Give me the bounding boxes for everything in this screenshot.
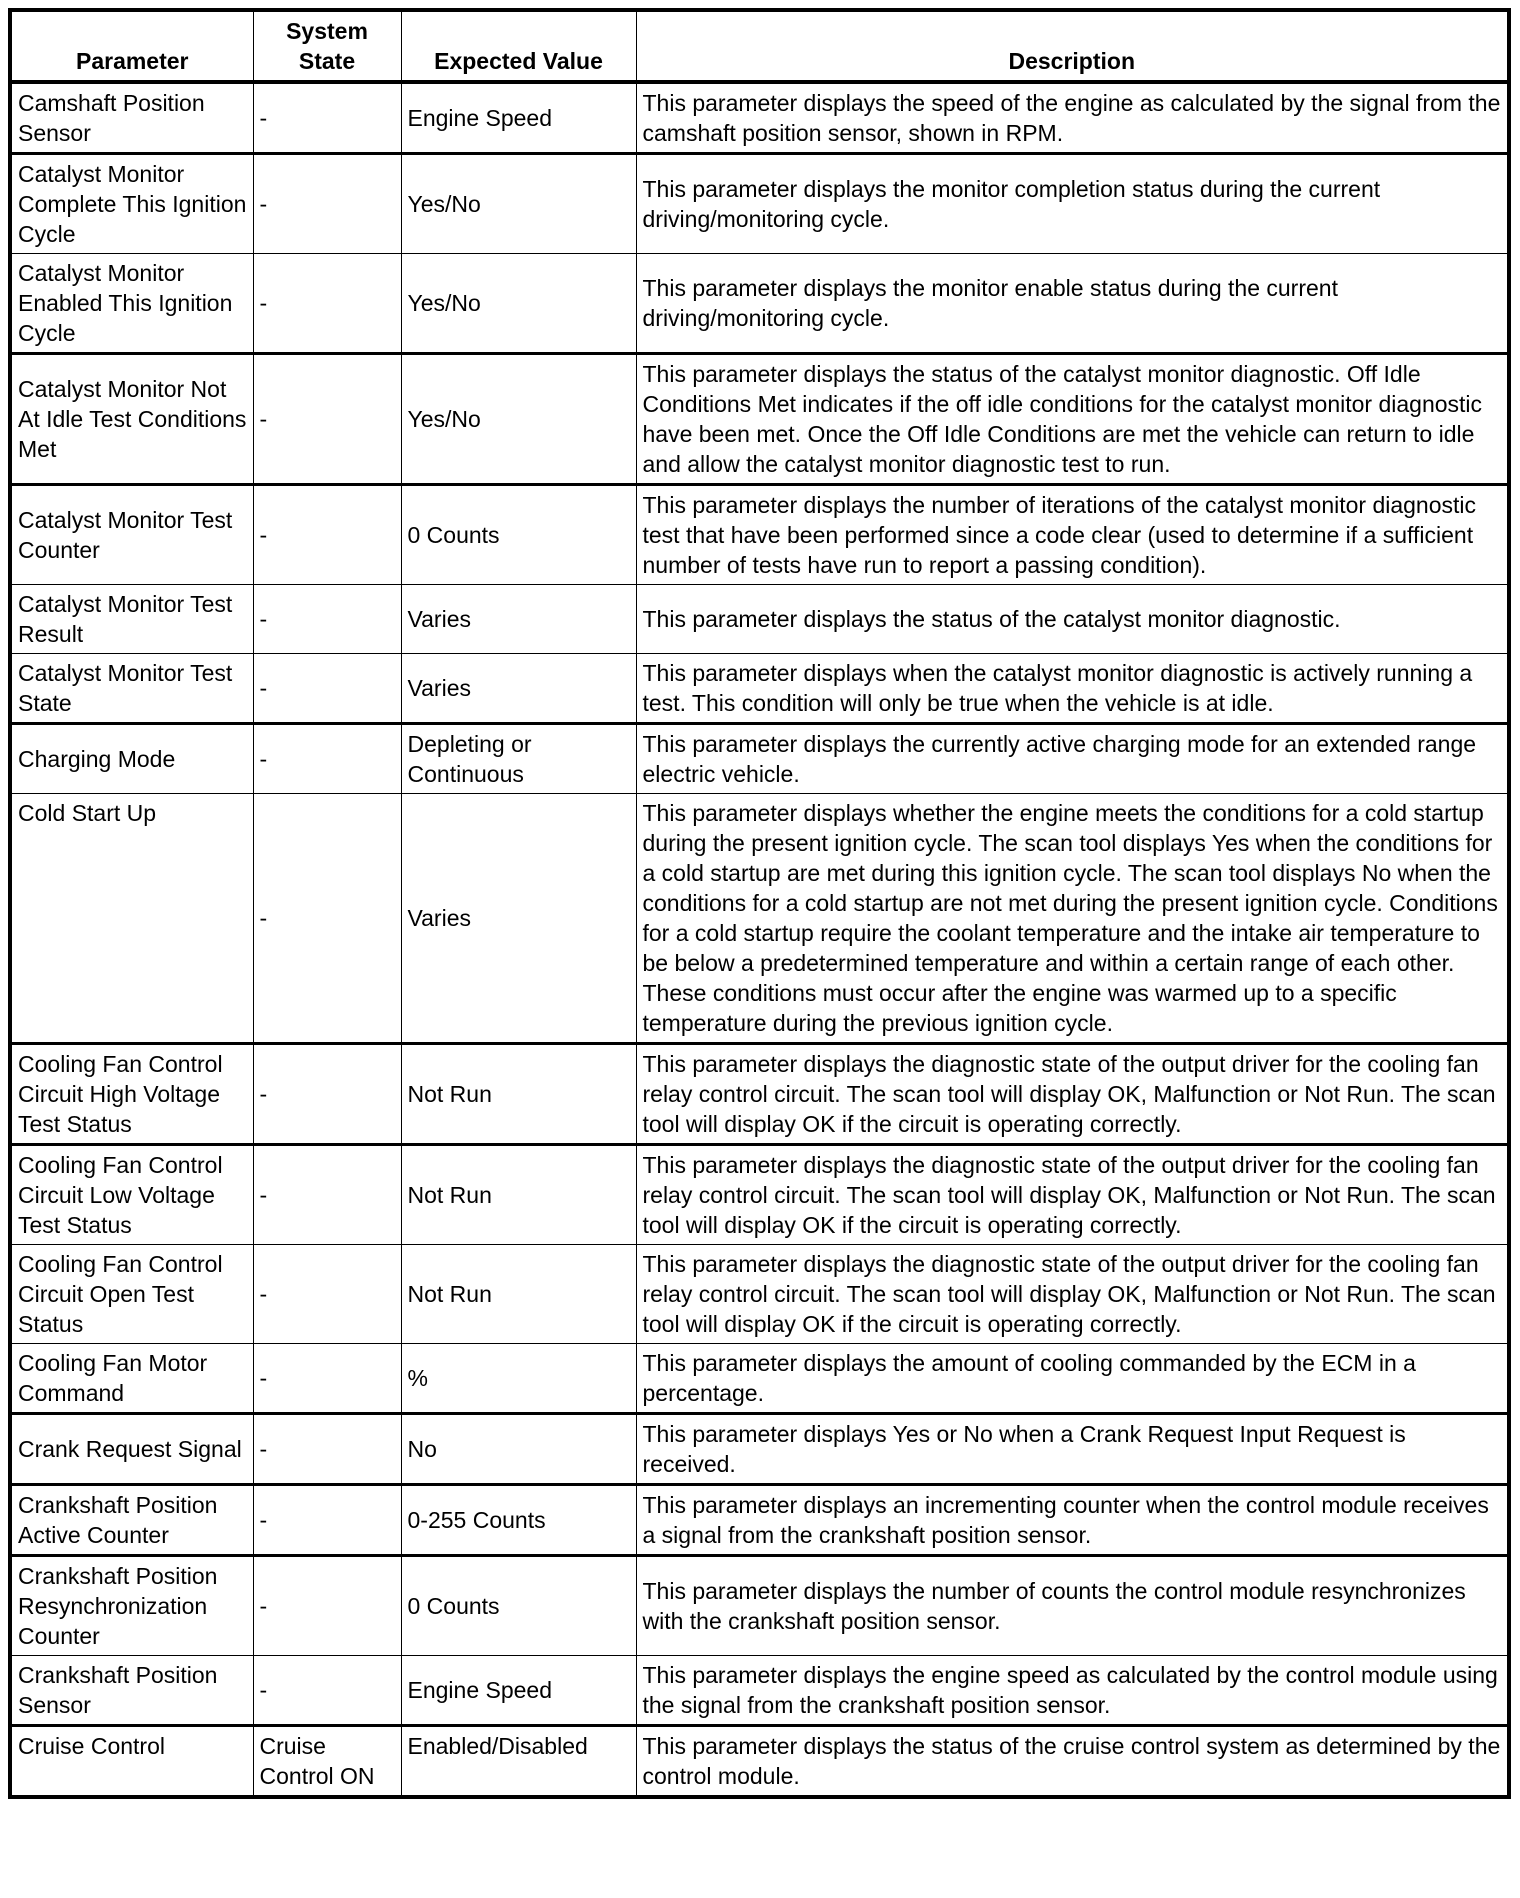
header-row — [10, 10, 1509, 82]
cell-parameter: Crankshaft Position Resynchronization Counter — [10, 1556, 253, 1656]
cell-expected-value: Yes/No — [401, 354, 636, 485]
cell-description: This parameter displays the number of counts the control module resynchronizes with the crankshaft position sensor. — [636, 1556, 1509, 1656]
cell-expected-value: Yes/No — [401, 254, 636, 354]
cell-expected-value: Not Run — [401, 1044, 636, 1145]
table-row — [10, 794, 1509, 1044]
cell-description: This parameter displays the number of iterations of the catalyst monitor diagnostic test that have been performed since a code clear (used to determine if a sufficient number of tests have run to report a passing condition). — [636, 485, 1509, 585]
table-row — [10, 82, 1509, 154]
cell-system-state: - — [253, 1344, 401, 1414]
cell-expected-value: % — [401, 1344, 636, 1414]
cell-system-state: Cruise Control ON — [253, 1726, 401, 1798]
cell-description: This parameter displays the currently active charging mode for an extended range electric vehicle. — [636, 724, 1509, 794]
table-row — [10, 1556, 1509, 1656]
cell-parameter: Catalyst Monitor Complete This Ignition Cycle — [10, 154, 253, 254]
cell-expected-value: Varies — [401, 585, 636, 654]
table-row — [10, 354, 1509, 485]
cell-expected-value: Varies — [401, 654, 636, 724]
table-row — [10, 485, 1509, 585]
cell-system-state: - — [253, 794, 401, 1044]
cell-expected-value: Not Run — [401, 1245, 636, 1344]
cell-description: This parameter displays whether the engine meets the conditions for a cold startup during the present ignition cycle. The scan tool displays Yes when the conditions for a cold startup are met during this ignition cycle. The scan tool displays No when the conditions for a cold startup are not met during the present ignition cycle. Conditions for a cold startup require the coolant temperature and the intake air temperature to be below a predetermined temperature and within a certain range of each other. These conditions must occur after the engine was warmed up to a specific temperature during the previous ignition cycle. — [636, 794, 1509, 1044]
cell-parameter: Catalyst Monitor Test Counter — [10, 485, 253, 585]
cell-parameter: Charging Mode — [10, 724, 253, 794]
cell-description: This parameter displays the speed of the engine as calculated by the signal from the camshaft position sensor, shown in RPM. — [636, 82, 1509, 154]
cell-system-state: - — [253, 154, 401, 254]
cell-expected-value: 0 Counts — [401, 1556, 636, 1656]
table-row — [10, 1344, 1509, 1414]
table-row — [10, 1145, 1509, 1245]
cell-expected-value: Engine Speed — [401, 82, 636, 154]
cell-description: This parameter displays the status of the catalyst monitor diagnostic. Off Idle Conditions Met indicates if the off idle conditions for the catalyst monitor diagnostic have been met. Once the Off Idle Conditions are met the vehicle can return to idle and allow the catalyst monitor diagnostic test to run. — [636, 354, 1509, 485]
cell-parameter: Catalyst Monitor Test Result — [10, 585, 253, 654]
cell-parameter: Crank Request Signal — [10, 1414, 253, 1485]
header-parameter: Parameter — [10, 10, 253, 82]
cell-system-state: - — [253, 724, 401, 794]
cell-description: This parameter displays the status of the cruise control system as determined by the control module. — [636, 1726, 1509, 1798]
cell-description: This parameter displays the diagnostic state of the output driver for the cooling fan relay control circuit. The scan tool will display OK, Malfunction or Not Run. The scan tool will display OK if the circuit is operating correctly. — [636, 1245, 1509, 1344]
cell-description: This parameter displays the engine speed as calculated by the control module using the signal from the crankshaft position sensor. — [636, 1656, 1509, 1726]
cell-system-state: - — [253, 254, 401, 354]
table-row — [10, 1245, 1509, 1344]
header-expected-value: Expected Value — [401, 10, 636, 82]
cell-parameter: Catalyst Monitor Enabled This Ignition Cycle — [10, 254, 253, 354]
table-row — [10, 254, 1509, 354]
cell-system-state: - — [253, 654, 401, 724]
cell-description: This parameter displays Yes or No when a Crank Request Input Request is received. — [636, 1414, 1509, 1485]
cell-system-state: - — [253, 1556, 401, 1656]
table-row — [10, 724, 1509, 794]
cell-parameter: Crankshaft Position Sensor — [10, 1656, 253, 1726]
cell-parameter: Cold Start Up — [10, 794, 253, 1044]
cell-expected-value: 0 Counts — [401, 485, 636, 585]
header-system-state: System State — [253, 10, 401, 82]
cell-parameter: Camshaft Position Sensor — [10, 82, 253, 154]
table-row — [10, 154, 1509, 254]
cell-parameter: Cooling Fan Control Circuit High Voltage Test Status — [10, 1044, 253, 1145]
cell-description: This parameter displays the status of the catalyst monitor diagnostic. — [636, 585, 1509, 654]
cell-parameter: Catalyst Monitor Test State — [10, 654, 253, 724]
cell-system-state: - — [253, 1485, 401, 1556]
cell-parameter: Cruise Control — [10, 1726, 253, 1798]
cell-description: This parameter displays when the catalyst monitor diagnostic is actively running a test. This condition will only be true when the vehicle is at idle. — [636, 654, 1509, 724]
parameter-table — [8, 8, 1511, 1799]
cell-description: This parameter displays the monitor enable status during the current driving/monitoring cycle. — [636, 254, 1509, 354]
cell-system-state: - — [253, 485, 401, 585]
cell-description: This parameter displays the diagnostic state of the output driver for the cooling fan relay control circuit. The scan tool will display OK, Malfunction or Not Run. The scan tool will display OK if the circuit is operating correctly. — [636, 1044, 1509, 1145]
cell-expected-value: Enabled/Disabled — [401, 1726, 636, 1798]
cell-expected-value: Depleting or Continuous — [401, 724, 636, 794]
cell-expected-value: 0-255 Counts — [401, 1485, 636, 1556]
cell-system-state: - — [253, 1245, 401, 1344]
cell-expected-value: No — [401, 1414, 636, 1485]
table-row — [10, 654, 1509, 724]
header-description: Description — [636, 10, 1509, 82]
cell-description: This parameter displays the amount of cooling commanded by the ECM in a percentage. — [636, 1344, 1509, 1414]
cell-expected-value: Engine Speed — [401, 1656, 636, 1726]
cell-system-state: - — [253, 1044, 401, 1145]
table-row — [10, 1485, 1509, 1556]
cell-system-state: - — [253, 1414, 401, 1485]
table-row — [10, 1656, 1509, 1726]
table-row — [10, 1726, 1509, 1798]
table-row — [10, 585, 1509, 654]
cell-parameter: Cooling Fan Control Circuit Open Test Status — [10, 1245, 253, 1344]
cell-parameter: Crankshaft Position Active Counter — [10, 1485, 253, 1556]
cell-description: This parameter displays an incrementing counter when the control module receives a signal from the crankshaft position sensor. — [636, 1485, 1509, 1556]
cell-expected-value: Not Run — [401, 1145, 636, 1245]
cell-system-state: - — [253, 354, 401, 485]
cell-expected-value: Varies — [401, 794, 636, 1044]
cell-expected-value: Yes/No — [401, 154, 636, 254]
cell-system-state: - — [253, 1145, 401, 1245]
cell-parameter: Catalyst Monitor Not At Idle Test Conditions Met — [10, 354, 253, 485]
table-row — [10, 1044, 1509, 1145]
cell-system-state: - — [253, 585, 401, 654]
cell-system-state: - — [253, 1656, 401, 1726]
cell-parameter: Cooling Fan Control Circuit Low Voltage Test Status — [10, 1145, 253, 1245]
cell-system-state: - — [253, 82, 401, 154]
cell-description: This parameter displays the monitor completion status during the current driving/monitoring cycle. — [636, 154, 1509, 254]
cell-description: This parameter displays the diagnostic state of the output driver for the cooling fan relay control circuit. The scan tool will display OK, Malfunction or Not Run. The scan tool will display OK if the circuit is operating correctly. — [636, 1145, 1509, 1245]
table-row — [10, 1414, 1509, 1485]
cell-parameter: Cooling Fan Motor Command — [10, 1344, 253, 1414]
